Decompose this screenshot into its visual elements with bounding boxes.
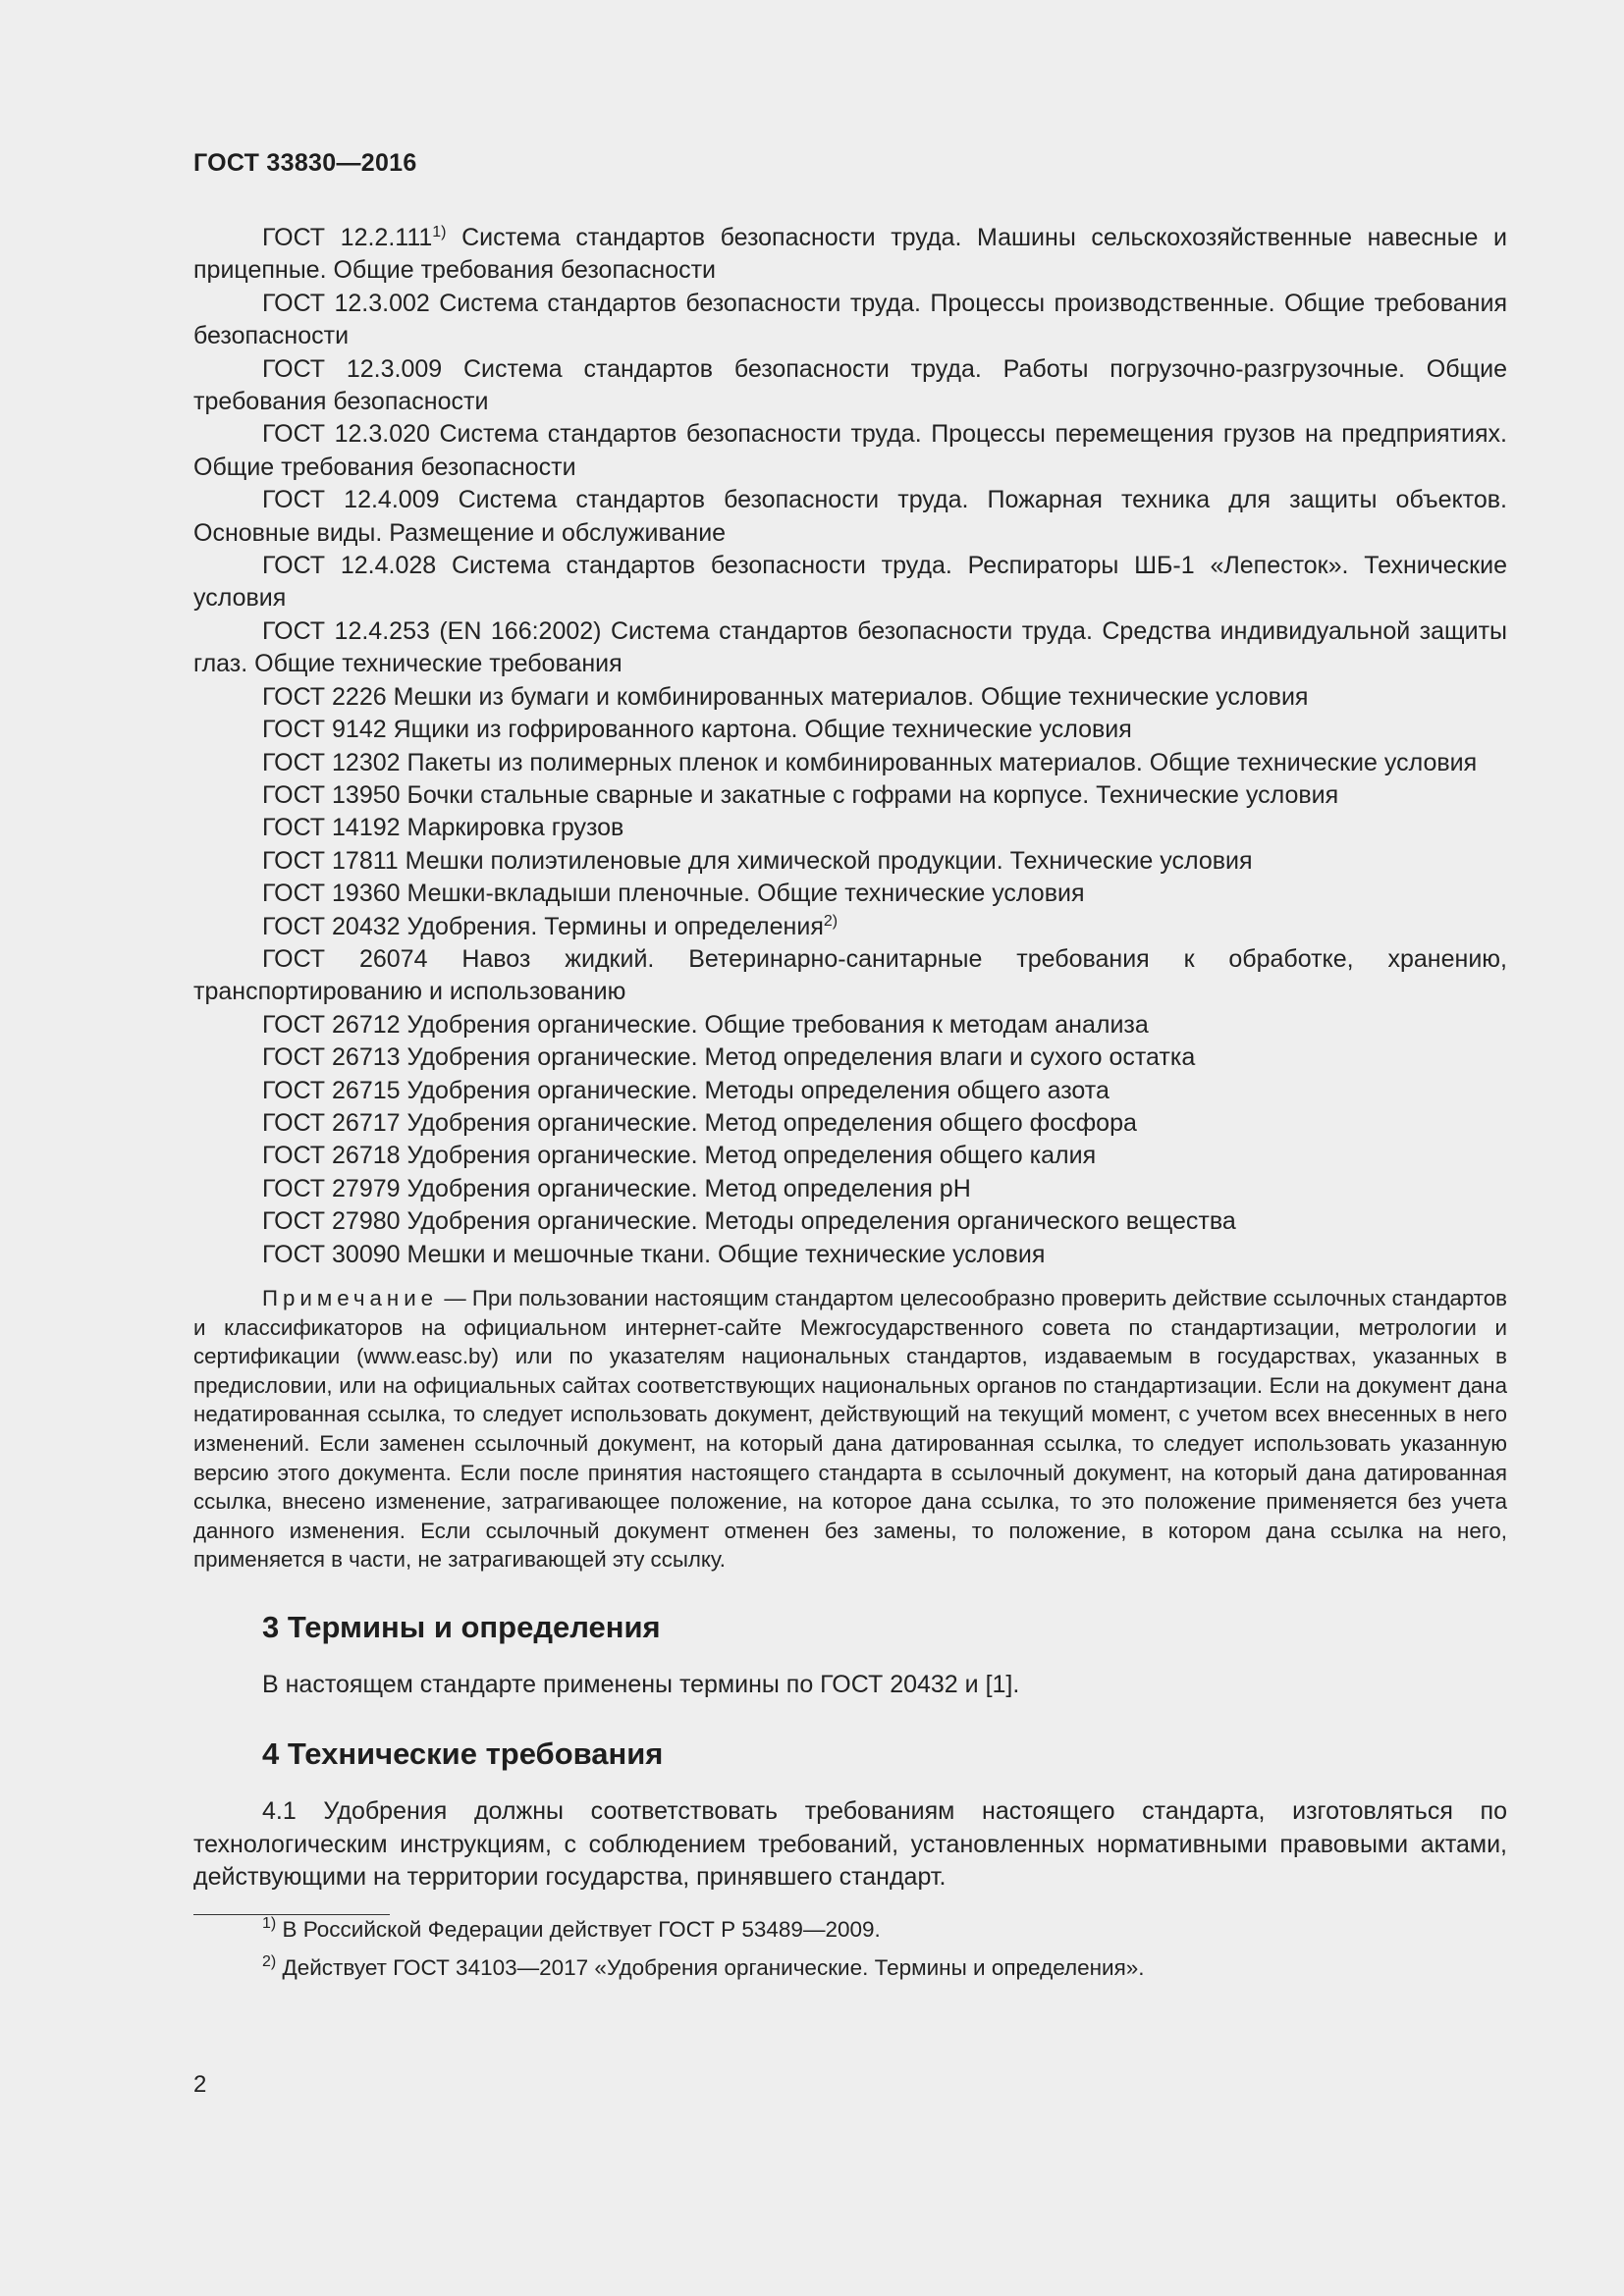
footnote: $^{1)}$ В Российской Федерации действует ГОСТ Р 53489—2009. [262, 1914, 881, 1942]
reference-item: ГОСТ 14192 Маркировка грузов [262, 814, 624, 842]
reference-item: ГОСТ 19360 Мешки-вкладыши пленочные. Общие технические условия [262, 880, 1085, 908]
reference-item: ГОСТ 12302 Пакеты из полимерных пленок и комбинированных материалов. Общие технические условия [262, 748, 1478, 776]
reference-item: ГОСТ 17811 Мешки полиэтиленовые для химической продукции. Технические условия [262, 846, 1253, 875]
reference-item: ГОСТ 12.3.009 Система стандартов безопасности труда. Работы погрузочно-разгрузочные. Общие требования безопасности [193, 354, 1507, 416]
reference-item: ГОСТ 12.4.253 (EN 166:2002) Система стандартов безопасности труда. Средства индивидуальной защиты глаз. Общие технические требования [193, 616, 1507, 678]
reference-item: ГОСТ 26717 Удобрения органические. Метод определения общего фосфора [262, 1108, 1137, 1137]
note-label: Примечание [262, 1286, 439, 1310]
reference-item: ГОСТ 20432 Удобрения. Термины и определения$^{2)}$ [262, 912, 839, 940]
section-4-text: 4.1 Удобрения должны соответствовать требованиям настоящего стандарта, изготовляться по технологическим инструкциям, с соблюдением требований, установленных нормативными правовыми актами, действующими на территории государства, принявшего стандарт. [193, 1797, 1507, 1892]
footnote: $^{2)}$ Действует ГОСТ 34103—2017 «Удобрения органические. Термины и определения». [262, 1952, 1145, 1980]
page-content [193, 222, 1507, 1983]
footnote-mark: 1) [432, 224, 447, 240]
reference-item: ГОСТ 26074 Навоз жидкий. Ветеринарно-санитарные требования к обработке, хранению, транспортированию и использованию [193, 944, 1507, 1006]
document-header-id: ГОСТ 33830—2016 [193, 149, 417, 177]
reference-item: ГОСТ 12.2.111$^{1)}$ Система стандартов безопасности труда. Машины сельскохозяйственные навесные и прицепные. Общие требования безопасности [193, 224, 1508, 285]
page-number: 2 [193, 2071, 207, 2098]
reference-item: ГОСТ 27980 Удобрения органические. Методы определения органического вещества [262, 1207, 1236, 1236]
reference-item: ГОСТ 12.4.009 Система стандартов безопасности труда. Пожарная техника для защиты объектов. Основные виды. Размещение и обслуживание [193, 486, 1507, 547]
reference-item: ГОСТ 26718 Удобрения органические. Метод определения общего калия [262, 1142, 1097, 1170]
reference-item: ГОСТ 9142 Ящики из гофрированного картона. Общие технические условия [262, 716, 1132, 744]
reference-item: ГОСТ 30090 Мешки и мешочные ткани. Общие технические условия [262, 1240, 1046, 1268]
footnote-mark: 2) [823, 912, 839, 930]
normative-references-list [193, 222, 1507, 1271]
footnote-mark: 2) [262, 1952, 277, 1970]
reference-item: ГОСТ 13950 Бочки стальные сварные и закатные с гофрами на корпусе. Технические условия [262, 780, 1339, 809]
footnote-mark: 1) [262, 1914, 277, 1932]
reference-item: ГОСТ 27979 Удобрения органические. Метод определения pH [262, 1174, 971, 1202]
section-3-title: 3 Термины и определения [262, 1609, 661, 1644]
reference-item: ГОСТ 12.4.028 Система стандартов безопасности труда. Респираторы ШБ-1 «Лепесток». Технические условия [193, 552, 1507, 613]
reference-item: ГОСТ 26712 Удобрения органические. Общие требования к методам анализа [262, 1010, 1149, 1039]
section-4-title: 4 Технические требования [262, 1736, 664, 1772]
references-note [193, 1284, 1507, 1575]
reference-item: ГОСТ 26715 Удобрения органические. Методы определения общего азота [262, 1076, 1110, 1104]
reference-item: ГОСТ 26713 Удобрения органические. Метод определения влаги и сухого остатка [262, 1043, 1196, 1072]
note-text: — При пользовании настоящим стандартом целесообразно проверить действие ссылочных стандартов и классификаторов на официальном интернет-сайте Межгосударственного совета по стандартизации, метрологии и сертификации (www.easc.by) или по указателям национальных стандартов, издаваемым в государствах, указанных в предисловии, или на официальных сайтах соответствующих национальных органов по стандартизации. Если на документ дана недатированная ссылка, то следует использовать документ, действующий на текущий момент, с учетом всех внесенных в него изменений. Если заменен ссылочный документ, на который дана датированная ссылка, то следует использовать указанную версию этого документа. Если после принятия настоящего стандарта в ссылочный документ, на который дана датированная ссылка, внесено изменение, затрагивающее положение, на которое дана ссылка, то это положение применяется без учета данного изменения. Если ссылочный документ отменен без замены, то положение, в котором дана ссылка на него, применяется в части, не затрагивающей эту ссылку. [193, 1286, 1507, 1573]
section-3-text: В настоящем стандарте применены термины по ГОСТ 20432 и [1]. [262, 1670, 1020, 1698]
reference-item: ГОСТ 12.3.020 Система стандартов безопасности труда. Процессы перемещения грузов на предприятиях. Общие требования безопасности [193, 420, 1507, 481]
reference-item: ГОСТ 12.3.002 Система стандартов безопасности труда. Процессы производственные. Общие требования безопасности [193, 289, 1507, 350]
reference-item: ГОСТ 2226 Мешки из бумаги и комбинированных материалов. Общие технические условия [262, 682, 1309, 711]
